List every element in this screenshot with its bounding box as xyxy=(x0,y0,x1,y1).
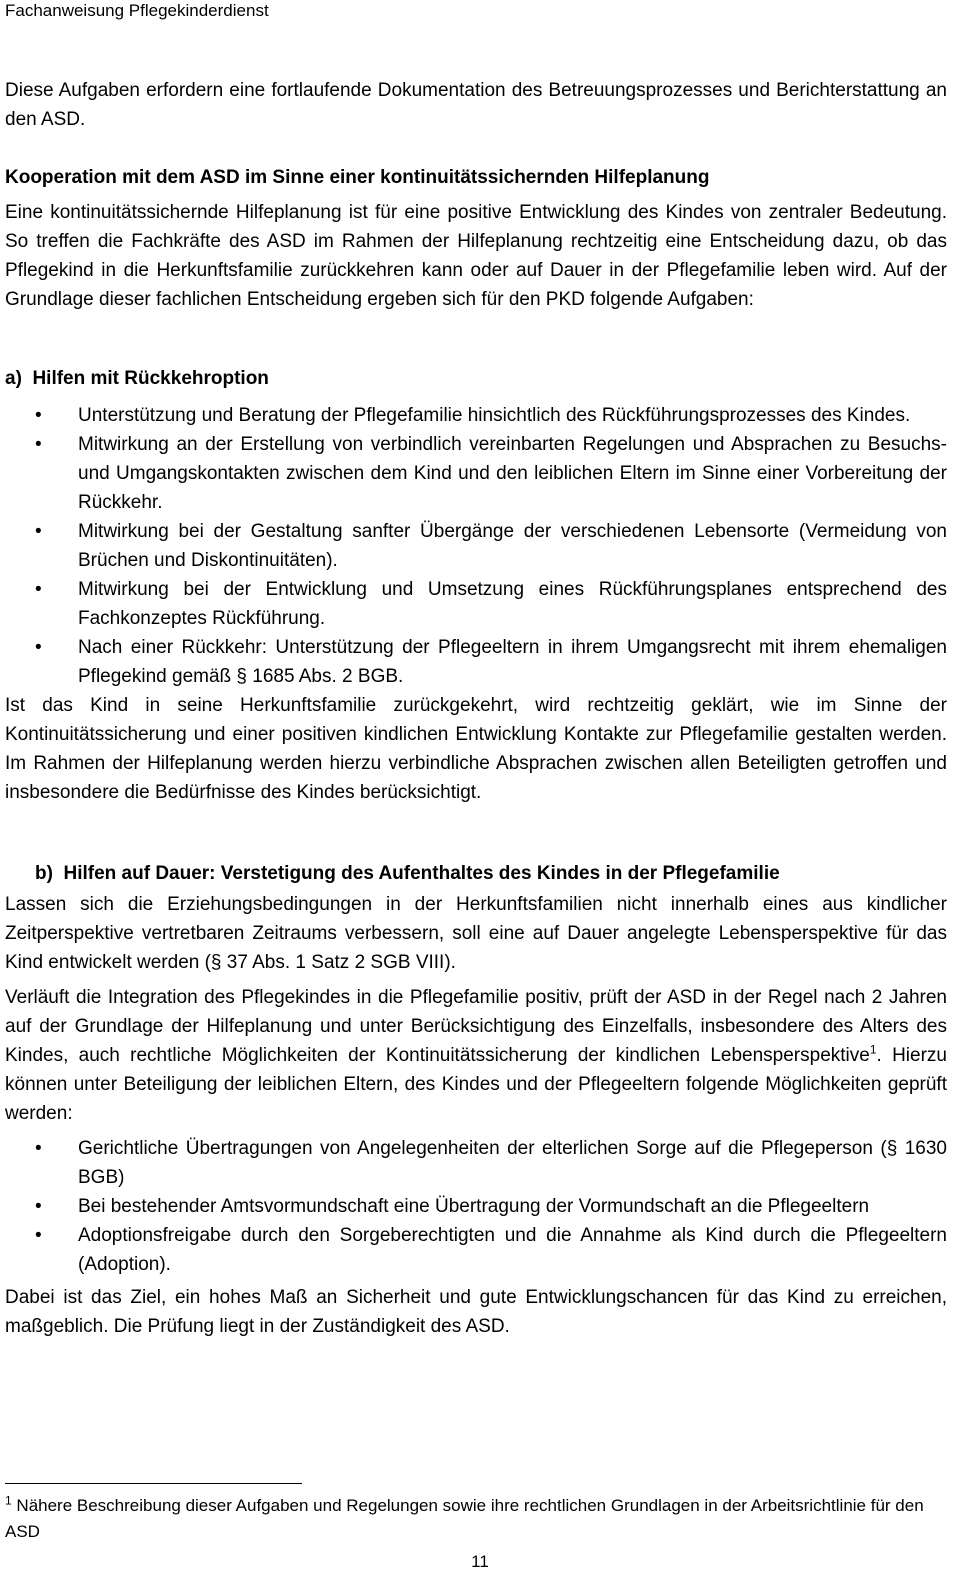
list-item-text: Gerichtliche Übertragungen von Angelegenheiten der elterlichen Sorge auf die Pflegeperson (§ 1630 BGB) xyxy=(78,1138,947,1188)
paragraph-text: Verläuft die Integration des Pflegekindes in die Pflegefamilie positiv, prüft der ASD in der Regel nach 2 Jahren auf der Grundlage der Hilfeplanung und unter Berücksichtigung des Einzelfalls, insbesondere des Alters des Kindes, auch rechtliche Möglichkeiten der Kontinuitätssicherung der kindlichen Lebensperspektive xyxy=(5,987,947,1066)
section-heading: Kooperation mit dem ASD im Sinne einer kontinuitätssichernden Hilfeplanung xyxy=(5,167,710,188)
section-a-heading: a) Hilfen mit Rückkehroption xyxy=(5,368,269,389)
bullet-list-a xyxy=(5,401,947,691)
list-item xyxy=(5,401,947,430)
bullet-icon: • xyxy=(35,1225,42,1246)
footnote-separator xyxy=(5,1483,302,1484)
list-item xyxy=(5,1221,947,1279)
paragraph-text: . Hierzu können unter Beteiligung der leiblichen Eltern, des Kindes und der Pflegeeltern folgende Möglichkeiten geprüft werden: xyxy=(5,1045,947,1124)
list-item xyxy=(5,633,947,691)
bullet-icon: • xyxy=(35,579,42,600)
paragraph: Diese Aufgaben erfordern eine fortlaufende Dokumentation des Betreuungsprozesses und Berichterstattung an den ASD. xyxy=(5,80,947,130)
list-item-text: Mitwirkung bei der Entwicklung und Umsetzung eines Rückführungsplanes entsprechend des Fachkonzeptes Rückführung. xyxy=(78,579,947,629)
list-item xyxy=(5,430,947,517)
bullet-icon: • xyxy=(35,405,42,426)
section-b-heading: b) Hilfen auf Dauer: Verstetigung des Aufenthaltes des Kindes in der Pflegefamilie xyxy=(35,863,780,884)
list-item-text: Adoptionsfreigabe durch den Sorgeberechtigten und die Annahme als Kind durch die Pflegeeltern (Adoption). xyxy=(78,1225,947,1275)
list-item-text: Mitwirkung bei der Gestaltung sanfter Übergänge der verschiedenen Lebensorte (Vermeidung von Brüchen und Diskontinuitäten). xyxy=(78,521,947,571)
paragraph: Eine kontinuitätssichernde Hilfeplanung ist für eine positive Entwicklung des Kindes von zentraler Bedeutung. So treffen die Fachkräfte des ASD im Rahmen der Hilfeplanung rechtzeitig eine Entscheidung dazu, ob das Pflegekind in die Herkunftsfamilie zurückkehren kann oder auf Dauer in der Pflegefamilie leben wird. Auf der Grundlage dieser fachlichen Entscheidung ergeben sich für den PKD folgende Aufgaben: xyxy=(5,202,947,310)
bullet-icon: • xyxy=(35,1196,42,1217)
list-item xyxy=(5,1192,947,1221)
list-item-text: Unterstützung und Beratung der Pflegefamilie hinsichtlich des Rückführungsprozesses des Kindes. xyxy=(78,405,911,426)
paragraph: Lassen sich die Erziehungsbedingungen in der Herkunftsfamilien nicht innerhalb eines aus kindlicher Zeitperspektive vertretbaren Zeitraums verbessern, soll eine auf Dauer angelegte Lebensperspektive für das Kind entwickelt werden (§ 37 Abs. 1 Satz 2 SGB VIII). xyxy=(5,894,947,973)
document-body xyxy=(5,76,947,1341)
bullet-icon: • xyxy=(35,1138,42,1159)
list-item-text: Bei bestehender Amtsvormundschaft eine Übertragung der Vormundschaft an die Pflegeeltern xyxy=(78,1196,870,1217)
bullet-icon: • xyxy=(35,637,42,658)
page-number: 11 xyxy=(471,1552,489,1571)
footnote-reference[interactable]: 1 xyxy=(869,1042,877,1057)
list-item xyxy=(5,575,947,633)
footnote xyxy=(5,1493,935,1545)
footnote-number: 1 xyxy=(5,1493,12,1508)
page-header: Fachanweisung Pflegekinderdienst xyxy=(5,1,269,20)
footnote-text: Nähere Beschreibung dieser Aufgaben und Regelungen sowie ihre rechtlichen Grundlagen in der Arbeitsrichtlinie für den ASD xyxy=(5,1496,924,1541)
list-item-text: Mitwirkung an der Erstellung von verbindlich vereinbarten Regelungen und Absprachen zu Besuchs- und Umgangskontakten zwischen dem Kind und den leiblichen Eltern im Sinne einer Vorbereitung der Rückkehr. xyxy=(78,434,947,513)
list-item-text: Nach einer Rückkehr: Unterstützung der Pflegeeltern in ihrem Umgangsrecht mit ihrem ehemaligen Pflegekind gemäß § 1685 Abs. 2 BGB. xyxy=(78,637,947,687)
bullet-icon: • xyxy=(35,434,42,455)
bullet-list-b xyxy=(5,1134,947,1279)
paragraph: Ist das Kind in seine Herkunftsfamilie zurückgekehrt, wird rechtzeitig geklärt, wie im Sinne der Kontinuitätssicherung und einer positiven kindlichen Entwicklung Kontakte zur Pflegefamilie gestalten werden. Im Rahmen der Hilfeplanung werden hierzu verbindliche Absprachen zwischen allen Beteiligten getroffen und insbesondere die Bedürfnisse des Kindes berücksichtigt. xyxy=(5,695,947,803)
list-item xyxy=(5,1134,947,1192)
paragraph: Dabei ist das Ziel, ein hohes Maß an Sicherheit und gute Entwicklungschancen für das Kind zu erreichen, maßgeblich. Die Prüfung liegt in der Zuständigkeit des ASD. xyxy=(5,1287,947,1337)
bullet-icon: • xyxy=(35,521,42,542)
list-item xyxy=(5,517,947,575)
paragraph xyxy=(5,983,947,1128)
